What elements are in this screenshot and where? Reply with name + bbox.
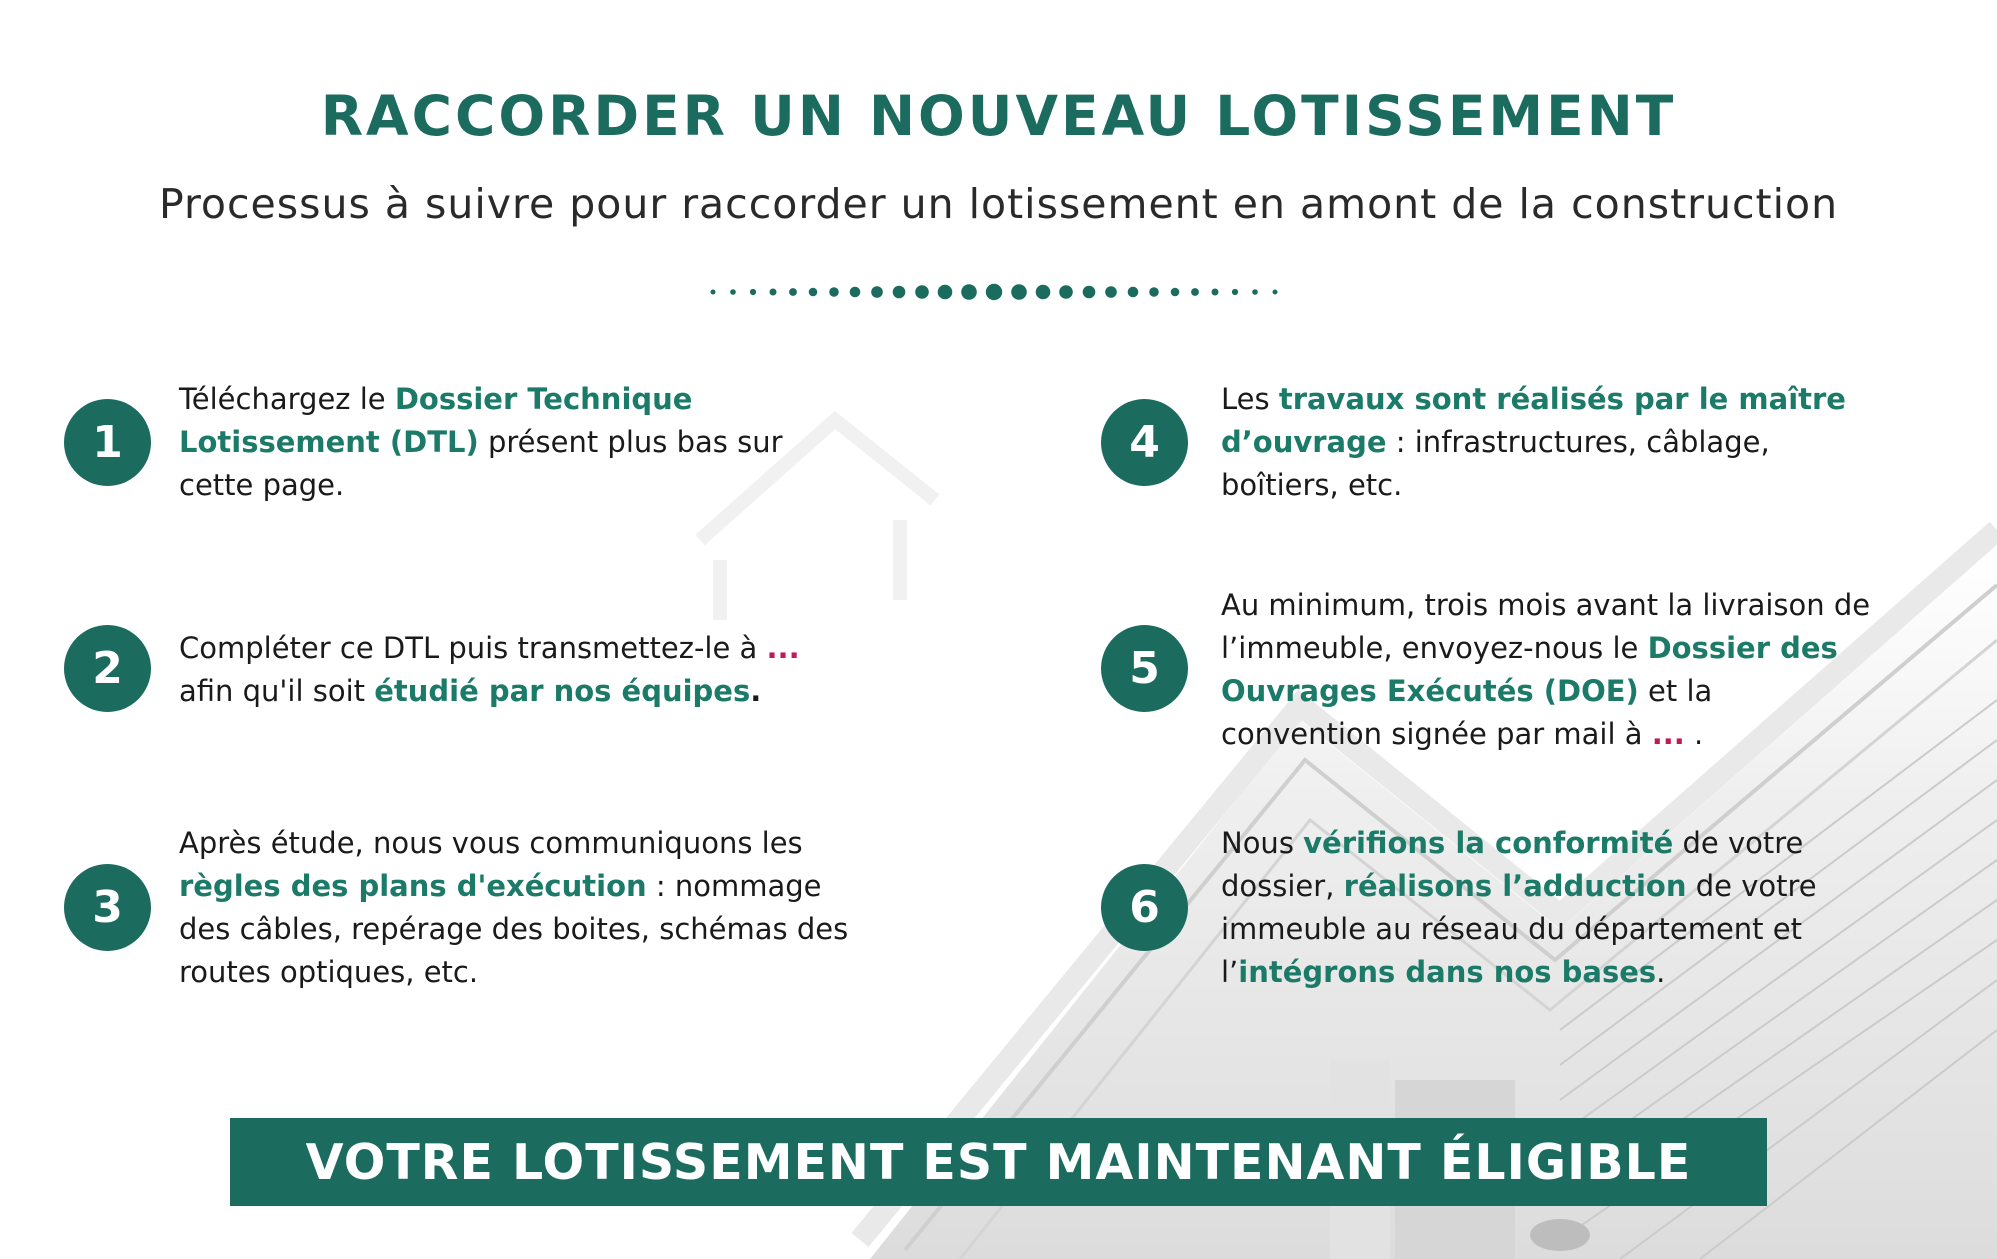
text-fragment: . (1684, 717, 1704, 751)
step-6-text (1221, 822, 1901, 994)
text-fragment: Après étude, nous vous communiquons les (179, 826, 803, 860)
step-number-badge: 5 (1101, 625, 1188, 712)
text-fragment: et la convention signée par mail à (1221, 674, 1713, 751)
dotted-divider (700, 279, 1300, 305)
text-fragment: de votre immeuble au réseau du département et l’ (1221, 869, 1817, 989)
text-fragment: Compléter ce DTL puis transmettez-le à (179, 631, 767, 665)
step-1-text (179, 378, 859, 507)
text-fragment: Téléchargez le (179, 382, 395, 416)
highlight-fragment: travaux sont réalisés par le maître d’ouvrage (1221, 382, 1846, 459)
step-3-text (179, 822, 859, 994)
highlight-fragment: vérifions la conformité (1303, 826, 1674, 860)
page-subtitle: Processus à suivre pour raccorder un lotissement en amont de la construction (158, 180, 1839, 228)
banner-text: VOTRE LOTISSEMENT EST MAINTENANT ÉLIGIBLE (305, 1133, 1692, 1191)
highlight-fragment: Dossier Technique Lotissement (DTL) (179, 382, 693, 459)
text-fragment: présent plus bas sur cette page. (179, 425, 783, 502)
step-number-badge: 3 (64, 864, 151, 951)
step-number-badge: 4 (1101, 399, 1188, 486)
highlight-fragment: règles des plans d'exécution (179, 869, 647, 903)
step-number-badge: 2 (64, 625, 151, 712)
text-fragment: . (1656, 955, 1666, 989)
highlight-fragment: intégrons dans nos bases (1238, 955, 1657, 989)
text-fragment: afin qu'il soit (179, 674, 375, 708)
step-number-badge: 1 (64, 399, 151, 486)
highlight-fragment: Dossier des Ouvrages Exécutés (DOE) (1221, 631, 1838, 708)
eligibility-banner (230, 1118, 1767, 1206)
text-fragment: de votre dossier, (1221, 826, 1804, 903)
text-fragment: . (750, 674, 762, 708)
highlight-fragment: étudié par nos équipes (374, 674, 751, 708)
text-fragment: Au minimum, trois mois avant la livraison de l’immeuble, envoyez-nous le (1221, 588, 1871, 665)
text-fragment: Les (1221, 382, 1279, 416)
highlight-fragment: réalisons l’adduction (1343, 869, 1687, 903)
step-4-text (1221, 378, 1881, 507)
text-fragment: Nous (1221, 826, 1304, 860)
step-2-text (179, 627, 859, 713)
text-fragment: : nommage des câbles, repérage des boites, schémas des routes optiques, etc. (179, 869, 849, 989)
step-5-text (1221, 584, 1881, 756)
page-title: RACCORDER UN NOUVEAU LOTISSEMENT (320, 84, 1677, 148)
email-placeholder: ... (766, 631, 800, 665)
step-number-badge: 6 (1101, 864, 1188, 951)
email-placeholder: ... (1651, 717, 1685, 751)
text-fragment: : infrastructures, câblage, boîtiers, etc. (1221, 425, 1770, 502)
